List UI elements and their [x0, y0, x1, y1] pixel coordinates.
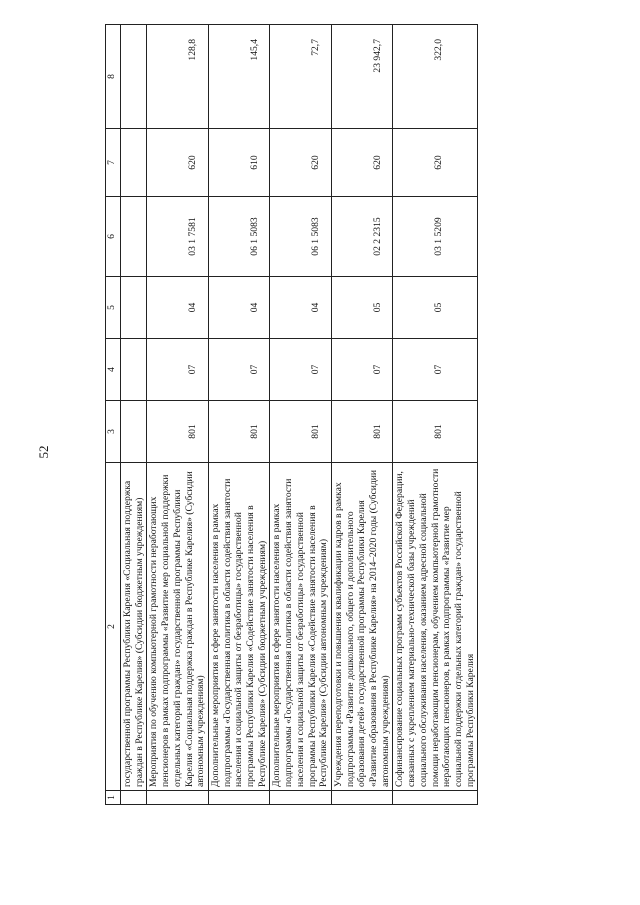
amount-cell: 322,0 [393, 25, 478, 129]
rotated-page-area [105, 25, 640, 805]
target-article-cell: 06 1 5083 [208, 197, 270, 277]
ministry-code-cell: 801 [270, 401, 332, 463]
row-number-cell [331, 791, 393, 805]
target-article-cell: 03 1 7581 [147, 197, 209, 277]
subsection-cell: 04 [208, 277, 270, 339]
ministry-code-cell: 801 [331, 401, 393, 463]
expense-type-cell: 620 [393, 129, 478, 197]
subsection-cell: 05 [393, 277, 478, 339]
ministry-code-cell [121, 401, 147, 463]
table-row [270, 25, 332, 805]
ministry-code-cell: 801 [208, 401, 270, 463]
section-cell: 07 [331, 339, 393, 401]
row-number-cell [208, 791, 270, 805]
section-cell: 07 [208, 339, 270, 401]
target-article-cell: 06 1 5083 [270, 197, 332, 277]
budget-table-container [105, 25, 640, 805]
ministry-code-cell: 801 [147, 401, 209, 463]
ministry-code-cell: 801 [393, 401, 478, 463]
table-row [121, 25, 147, 805]
table-header-row [106, 25, 121, 805]
expense-type-cell: 620 [331, 129, 393, 197]
description-cell: Софинансирование социальных программ субъектов Российской Федерации, связанных с укреплением материально-технической базы учреждений социального обслуживания населения, оказанием адресной социальной помощи неработающим пенсионерам, обучением компьютерной грамотности неработающих пенсионеров, в рамках подпрограммы «Развитие мер социальной поддержки отдельных категорий граждан» государственной программы Республики Карелия [393, 463, 478, 791]
description-cell: Дополнительные мероприятия в сфере занятости населения в рамках подпрограммы «Государственная политика в области содействия занятости населения и социальной защиты от безработицы» государственной программы Республики Карелия «Содействие занятости населения в Республике Карелия» (Субсидии автономным учреждениям) [270, 463, 332, 791]
row-number-cell [121, 791, 147, 805]
header-cell: 1 [106, 791, 121, 805]
header-cell: 2 [106, 463, 121, 791]
header-cell: 3 [106, 401, 121, 463]
amount-cell [121, 25, 147, 129]
subsection-cell [121, 277, 147, 339]
header-cell: 4 [106, 339, 121, 401]
subsection-cell: 04 [270, 277, 332, 339]
row-number-cell [270, 791, 332, 805]
amount-cell: 23 942,7 [331, 25, 393, 129]
row-number-cell [147, 791, 209, 805]
header-cell: 5 [106, 277, 121, 339]
description-cell: Дополнительные мероприятия в сфере занятости населения в рамках подпрограммы «Государственная политика в области содействия занятости населения и социальной защиты от безработицы» государственной программы Республики Карелия «Содействие занятости населения в Республике Карелия» (Субсидии бюджетным учреждениям) [208, 463, 270, 791]
description-cell: Мероприятия по обучению компьютерной грамотности неработающих пенсионеров в рамках подпрограммы «Развитие мер социальной поддержки отдельных категорий граждан» государственной программы Республики Карелия «Социальная поддержка граждан в Республике Карелия» (Субсидии автономным учреждениям) [147, 463, 209, 791]
target-article-cell: 03 1 5209 [393, 197, 478, 277]
table-row [331, 25, 393, 805]
expense-type-cell: 610 [208, 129, 270, 197]
table-row [147, 25, 209, 805]
section-cell: 07 [147, 339, 209, 401]
row-number-cell [393, 791, 478, 805]
description-cell: государственной программы Республики Карелия «Социальная поддержка граждан в Республике Карелия» (Субсидии бюджетным учреждениям) [121, 463, 147, 791]
page-number: 52 [36, 445, 51, 459]
expense-type-cell: 620 [270, 129, 332, 197]
header-cell: 7 [106, 129, 121, 197]
table-row [393, 25, 478, 805]
section-cell: 07 [393, 339, 478, 401]
description-cell: Учреждения переподготовки и повышения квалификации кадров в рамках подпрограммы «Развитие дошкольного, общего и дополнительного образования детей» государственной программы Республики Карелия «Развитие образования в Республике Карелия» на 2014–2020 годы (Субсидии автономным учреждениям) [331, 463, 393, 791]
header-cell: 8 [106, 25, 121, 129]
amount-cell: 128,8 [147, 25, 209, 129]
amount-cell: 145,4 [208, 25, 270, 129]
amount-cell: 72,7 [270, 25, 332, 129]
expense-type-cell: 620 [147, 129, 209, 197]
section-cell [121, 339, 147, 401]
budget-table [105, 24, 478, 805]
target-article-cell [121, 197, 147, 277]
section-cell: 07 [270, 339, 332, 401]
subsection-cell: 05 [331, 277, 393, 339]
header-cell: 6 [106, 197, 121, 277]
subsection-cell: 04 [147, 277, 209, 339]
expense-type-cell [121, 129, 147, 197]
table-row [208, 25, 270, 805]
target-article-cell: 02 2 2315 [331, 197, 393, 277]
